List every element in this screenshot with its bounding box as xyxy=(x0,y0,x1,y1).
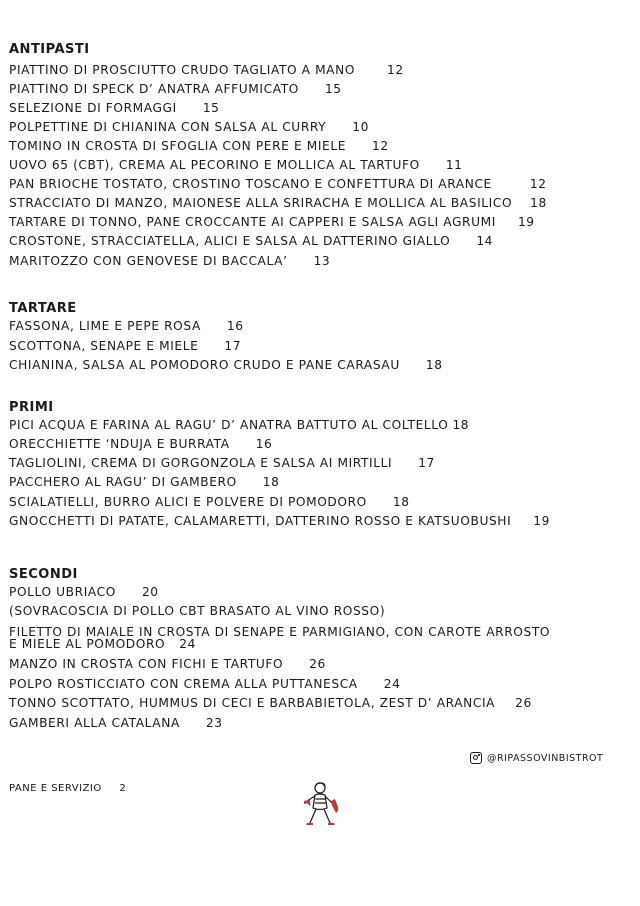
item-name: CHIANINA, SALSA AL POMODORO CRUDO E PANE CARASAU xyxy=(9,358,400,372)
menu-item xyxy=(9,178,547,190)
item-name: SCIALATIELLI, BURRO ALICI E POLVERE DI POMODORO xyxy=(9,495,367,509)
item-price: 10 xyxy=(352,120,369,134)
item-price: 24 xyxy=(383,677,401,691)
instagram-icon xyxy=(470,752,482,764)
menu-item xyxy=(9,457,435,469)
menu-item xyxy=(9,340,241,352)
menu-item xyxy=(9,159,463,171)
item-name: PICI ACQUA E FARINA AL RAGU’ D’ ANATRA BATTUTO AL COLTELLO xyxy=(9,418,449,432)
menu-item xyxy=(9,678,400,690)
item-name: GAMBERI ALLA CATALANA xyxy=(9,716,180,730)
item-name: SCOTTONA, SENAPE E MIELE xyxy=(9,339,199,353)
item-price: 18 xyxy=(262,475,280,489)
menu-item xyxy=(9,438,272,450)
item-price: 23 xyxy=(205,716,223,730)
item-price: 11 xyxy=(445,158,463,172)
item-name: POLLO UBRIACO xyxy=(9,585,116,599)
item-price: 17 xyxy=(224,339,242,353)
item-name: UOVO 65 (CBT), CREMA AL PECORINO E MOLLICA AL TARTUFO xyxy=(9,158,420,172)
item-price: 20 xyxy=(141,585,159,599)
section-title-tartare: TARTARE xyxy=(9,301,77,316)
item-name: PIATTINO DI SPECK D’ ANATRA AFFUMICATO xyxy=(9,82,299,96)
menu-item xyxy=(9,359,443,371)
item-price: 16 xyxy=(255,437,273,451)
service-label: PANE E SERVIZIO xyxy=(9,783,102,794)
item-price: 18 xyxy=(425,358,443,372)
instagram-handle: @RIPASSOVINBISTROT xyxy=(487,752,604,764)
item-price: 24 xyxy=(179,637,196,651)
item-name: POLPO ROSTICCIATO CON CREMA ALLA PUTTANESCA xyxy=(9,677,358,691)
menu-item xyxy=(9,320,244,332)
item-price: 12 xyxy=(529,177,547,191)
section-title-secondi: SECONDI xyxy=(9,567,78,582)
menu-item xyxy=(9,235,493,247)
item-name: TOMINO IN CROSTA DI SFOGLIA CON PERE E MIELE xyxy=(9,139,347,153)
item-price: 18 xyxy=(530,196,547,210)
menu-item xyxy=(9,255,330,267)
item-name: E MIELE AL POMODORO xyxy=(9,637,166,651)
section-title-primi: PRIMI xyxy=(9,400,54,415)
menu-item xyxy=(9,102,220,114)
menu-item xyxy=(9,476,280,488)
section-title-antipasti: ANTIPASTI xyxy=(9,42,90,57)
item-name: MARITOZZO CON GENOVESE DI BACCALA’ xyxy=(9,254,288,268)
item-name: (SOVRACOSCIA DI POLLO CBT BRASATO AL VINO ROSSO) xyxy=(9,604,386,618)
menu-item-continuation xyxy=(9,638,196,650)
menu-item xyxy=(9,64,404,76)
waiter-mascot-icon xyxy=(298,780,342,832)
item-name: TONNO SCOTTATO, HUMMUS DI CECI E BARBABIETOLA, ZEST D’ ARANCIA xyxy=(9,696,496,710)
item-name: FASSONA, LIME E PEPE ROSA xyxy=(9,319,201,333)
menu-item-note xyxy=(9,605,385,617)
item-price: 19 xyxy=(533,514,550,528)
instagram-link[interactable] xyxy=(470,752,603,764)
service-price: 2 xyxy=(119,783,127,794)
menu-item xyxy=(9,658,326,670)
item-price: 16 xyxy=(226,319,244,333)
menu-item xyxy=(9,697,532,709)
menu-item xyxy=(9,515,550,527)
item-name: TAGLIOLINI, CREMA DI GORGONZOLA E SALSA AI MIRTILLI xyxy=(9,456,393,470)
item-name: TARTARE DI TONNO, PANE CROCCANTE AI CAPPERI E SALSA AGLI AGRUMI xyxy=(9,215,496,229)
item-price: 13 xyxy=(313,254,331,268)
item-price: 26 xyxy=(515,696,532,710)
menu-item xyxy=(9,121,369,133)
item-price: 12 xyxy=(372,139,389,153)
service-charge xyxy=(9,783,126,794)
item-name: CROSTONE, STRACCIATELLA, ALICI E SALSA AL DATTERINO GIALLO xyxy=(9,234,451,248)
item-name: PAN BRIOCHE TOSTATO, CROSTINO TOSCANO E CONFETTURA DI ARANCE xyxy=(9,177,492,191)
menu-item xyxy=(9,717,223,729)
item-name: ORECCHIETTE ‘NDUJA E BURRATA xyxy=(9,437,230,451)
item-price: 14 xyxy=(476,234,494,248)
item-name: PACCHERO AL RAGU’ DI GAMBERO xyxy=(9,475,237,489)
item-name: GNOCCHETTI DI PATATE, CALAMARETTI, DATTERINO ROSSO E KATSUOBUSHI xyxy=(9,514,512,528)
menu-item xyxy=(9,586,159,598)
item-price: 18 xyxy=(452,418,470,432)
item-price: 26 xyxy=(309,657,326,671)
item-name: MANZO IN CROSTA CON FICHI E TARTUFO xyxy=(9,657,284,671)
item-name: FILETTO DI MAIALE IN CROSTA DI SENAPE E PARMIGIANO, CON CAROTE ARROSTO xyxy=(9,625,551,639)
menu-item xyxy=(9,83,342,95)
item-price: 18 xyxy=(392,495,410,509)
item-price: 17 xyxy=(418,456,435,470)
menu-item xyxy=(9,216,535,228)
menu-item xyxy=(9,419,469,431)
menu-item xyxy=(9,197,547,209)
item-price: 15 xyxy=(202,101,220,115)
item-name: SELEZIONE DI FORMAGGI xyxy=(9,101,177,115)
item-price: 15 xyxy=(324,82,342,96)
item-name: PIATTINO DI PROSCIUTTO CRUDO TAGLIATO A MANO xyxy=(9,63,356,77)
item-price: 19 xyxy=(517,215,535,229)
item-price: 12 xyxy=(387,63,404,77)
menu-item xyxy=(9,496,410,508)
item-name: POLPETTINE DI CHIANINA CON SALSA AL CURRY xyxy=(9,120,327,134)
item-name: STRACCIATO DI MANZO, MAIONESE ALLA SRIRACHA E MOLLICA AL BASILICO xyxy=(9,196,513,210)
menu-item xyxy=(9,140,389,152)
